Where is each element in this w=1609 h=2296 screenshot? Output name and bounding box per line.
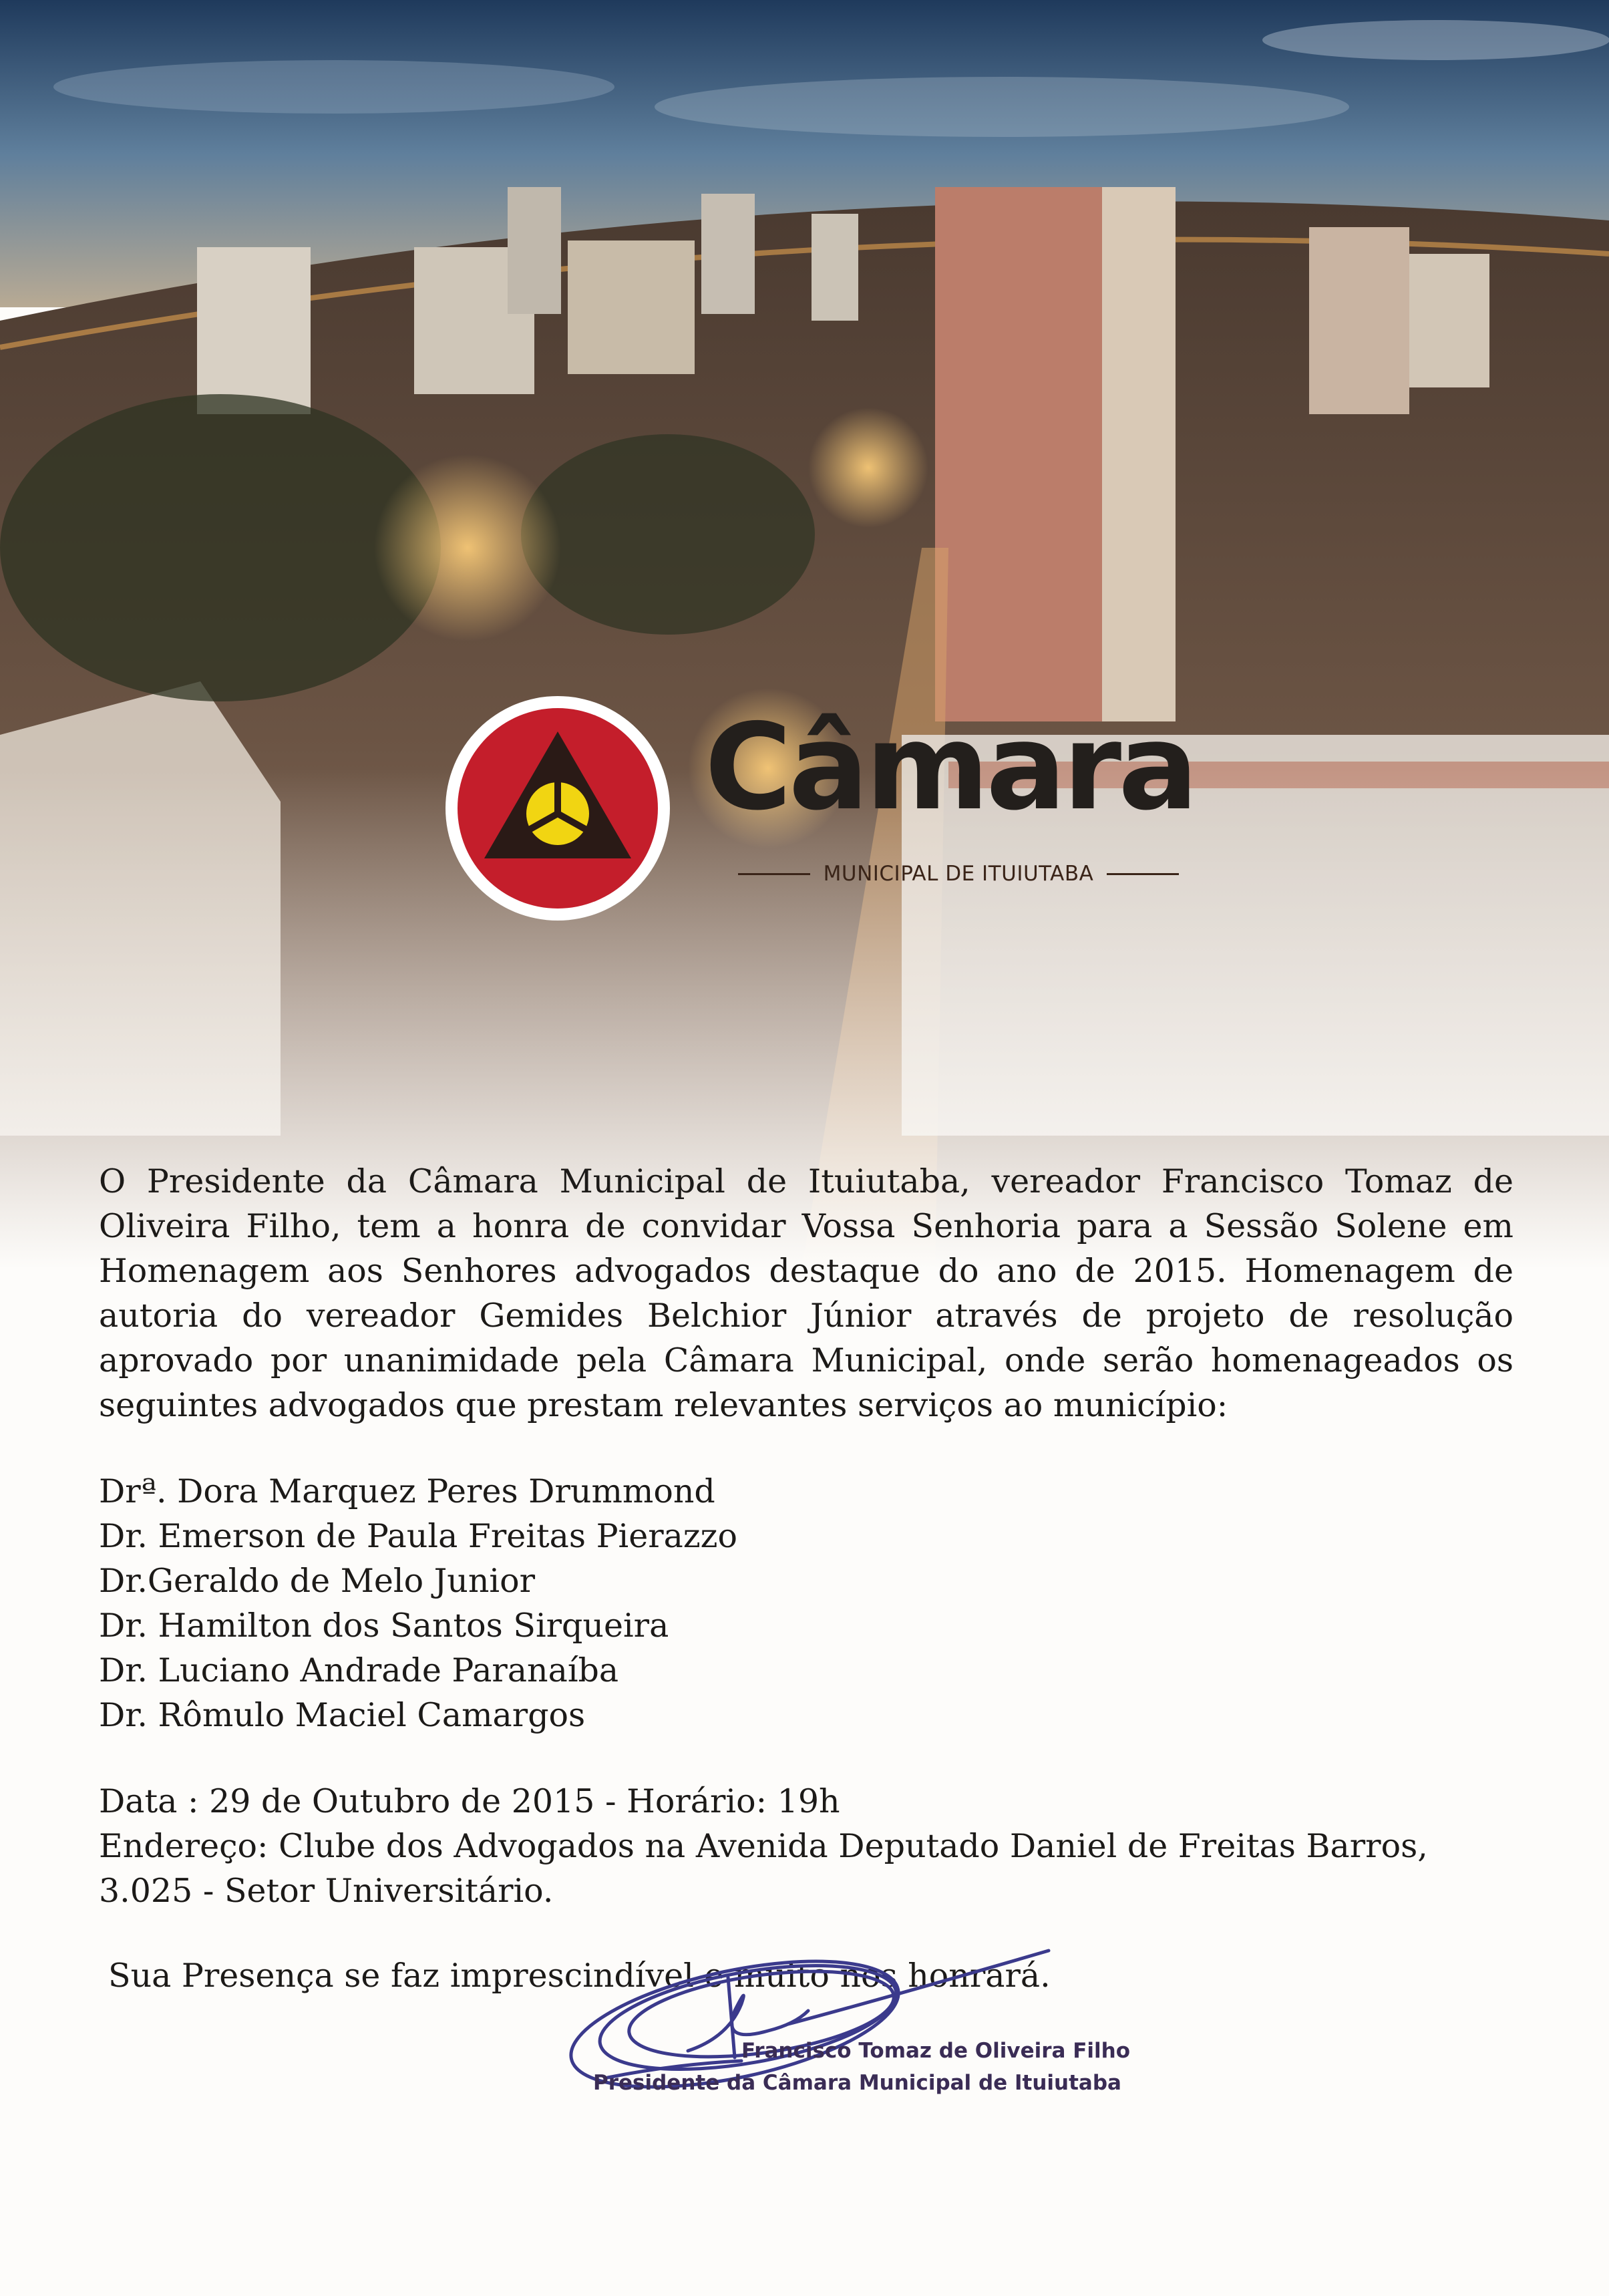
event-details — [99, 1779, 1513, 1913]
honoree-item: Dr. Emerson de Paula Freitas Pierazzo — [99, 1517, 737, 1555]
honoree-item: Dr. Hamilton dos Santos Sirqueira — [99, 1607, 669, 1645]
signatory-name: Francisco Tomaz de Oliveira Filho — [741, 2039, 1131, 2063]
invitation-paragraph: O Presidente da Câmara Municipal de Ituiutaba, vereador Francisco Tomaz de Oliveira Filho, tem a honra de convidar Vossa Senhoria para a Sessão Solene em Homenagem aos Senhores advogados destaque do ano de 2015. Homenagem de autoria do vereador Gemides Belchior Júnior através de projeto de resolução aprovado por unanimidade pela Câmara Municipal, onde serão homenageados os seguintes advogados que prestam relevantes serviços ao município: — [99, 1162, 1513, 1424]
invitation-letter — [99, 1159, 1513, 1998]
event-date: Data : 29 de Outubro de 2015 - Horário: 19h — [99, 1782, 840, 1820]
camara-emblem-icon — [444, 695, 671, 922]
logo-subtitle: MUNICIPAL DE ITUIUTABA — [823, 862, 1094, 886]
signatory-title: Presidente da Câmara Municipal de Ituiutaba — [593, 2071, 1121, 2095]
camara-logo — [444, 695, 1212, 922]
honoree-item: Dr.Geraldo de Melo Junior — [99, 1562, 536, 1600]
honoree-item: Drª. Dora Marquez Peres Drummond — [99, 1472, 715, 1510]
logo-rule-left — [738, 873, 810, 875]
closing-line: Sua Presença se faz imprescindível e muito nos honrará. — [108, 1957, 1051, 1995]
event-address: Endereço: Clube dos Advogados na Avenida Deputado Daniel de Freitas Barros, 3.025 - Setor Universitário. — [99, 1827, 1428, 1910]
honoree-list — [99, 1469, 1513, 1738]
logo-subtitle-row — [738, 862, 1179, 886]
logo-wordmark: Câmara — [705, 698, 1196, 836]
logo-rule-right — [1107, 873, 1179, 875]
honoree-item: Dr. Luciano Andrade Paranaíba — [99, 1651, 619, 1689]
honoree-item: Dr. Rômulo Maciel Camargos — [99, 1696, 586, 1734]
